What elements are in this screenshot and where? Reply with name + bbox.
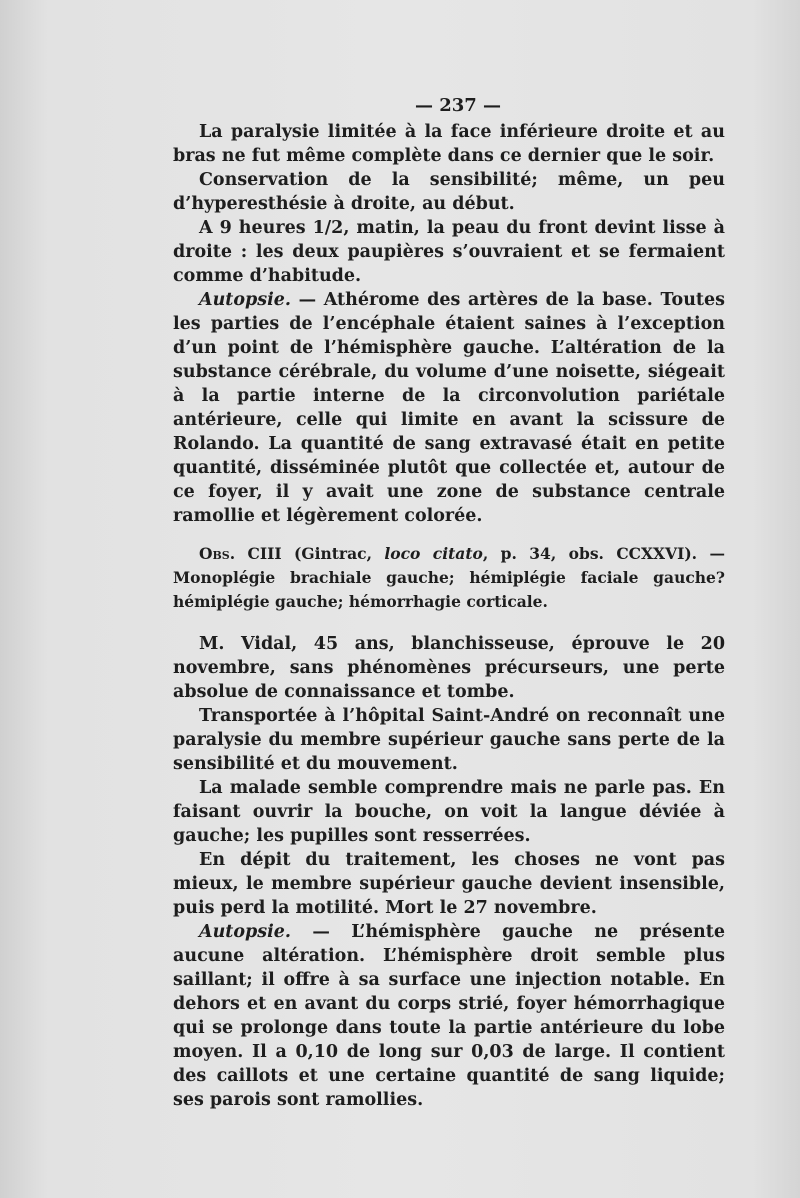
paragraph-paralysis: La paralysie limitée à la face inférieure droite et au bras ne fut même complète dans ce dernier que le soir. — [173, 122, 725, 166]
obs-ref-start: CIII (Gintrac, — [235, 544, 385, 563]
autopsy-label: Autopsie. — [199, 290, 292, 310]
obs-ref-italic: loco citato — [384, 544, 483, 563]
page-text — [173, 92, 725, 1112]
obs-ref-end: , p. 34, obs. CCXXVI). — Monoplégie brachiale gauche; hémiplégie faciale gauche? hémiplégie gauche; hémorrhagie corticale. — [173, 544, 725, 611]
paragraph-malade: La malade semble comprendre mais ne parle pas. En faisant ouvrir la bouche, on voit la langue déviée à gauche; les pupilles sont resserrées. — [173, 778, 725, 846]
autopsy-label: Autopsie. — [199, 922, 292, 942]
observation-title — [173, 542, 725, 614]
paragraph-sensibility: Conservation de la sensibilité; même, un peu d’hyperesthésie à droite, au début. — [173, 170, 725, 214]
paragraph-traitement: En dépit du traitement, les choses ne vont pas mieux, le membre supérieur gauche devient insensible, puis perd la motilité. Mort le 27 novembre. — [173, 850, 725, 918]
paragraph-transport: Transportée à l’hôpital Saint-André on reconnaît une paralysie du membre supérieur gauche sans perte de la sensibilité et du mouvement. — [173, 706, 725, 774]
autopsy-text: — L’hémisphère gauche ne présente aucune altération. L’hémisphère droit semble plus saillant; il offre à sa surface une injection notable. En dehors et en avant du corps strié, foyer hémorrhagique qui se prolonge dans toute la partie antérieure du lobe moyen. Il a 0,10 de long sur 0,03 de large. Il contient des caillots et une certaine quantité de sang liquide; ses parois sont ramollies. — [173, 922, 725, 1110]
autopsy-text: — Athérome des artères de la base. Toutes les parties de l’encéphale étaient saines à l’exception d’un point de l’hémisphère gauche. L’altération de la substance cérébrale, du volume d’une noisette, siégeait à la partie interne de la circonvolution pariétale antérieure, celle qui limite en avant la scissure de Rolando. La quantité de sang extravasé était en petite quantité, disséminée plutôt que collectée et, autour de ce foyer, il y avait une zone de substance centrale ramollie et légèrement colorée. — [173, 290, 725, 526]
paragraph-autopsy-2 — [173, 920, 725, 1112]
paragraph-autopsy-1 — [173, 288, 725, 528]
paragraph-nine-hours: A 9 heures 1/2, matin, la peau du front devint lisse à droite : les deux paupières s’ouvraient et se fermaient comme d’habitude. — [173, 218, 725, 286]
paragraph-vidal: M. Vidal, 45 ans, blanchisseuse, éprouve le 20 novembre, sans phénomènes précurseurs, une perte absolue de connaissance et tombe. — [173, 634, 725, 702]
observation-heading — [173, 542, 725, 614]
obs-prefix: Obs. — [199, 544, 236, 563]
page-number: — 237 — — [414, 95, 502, 116]
